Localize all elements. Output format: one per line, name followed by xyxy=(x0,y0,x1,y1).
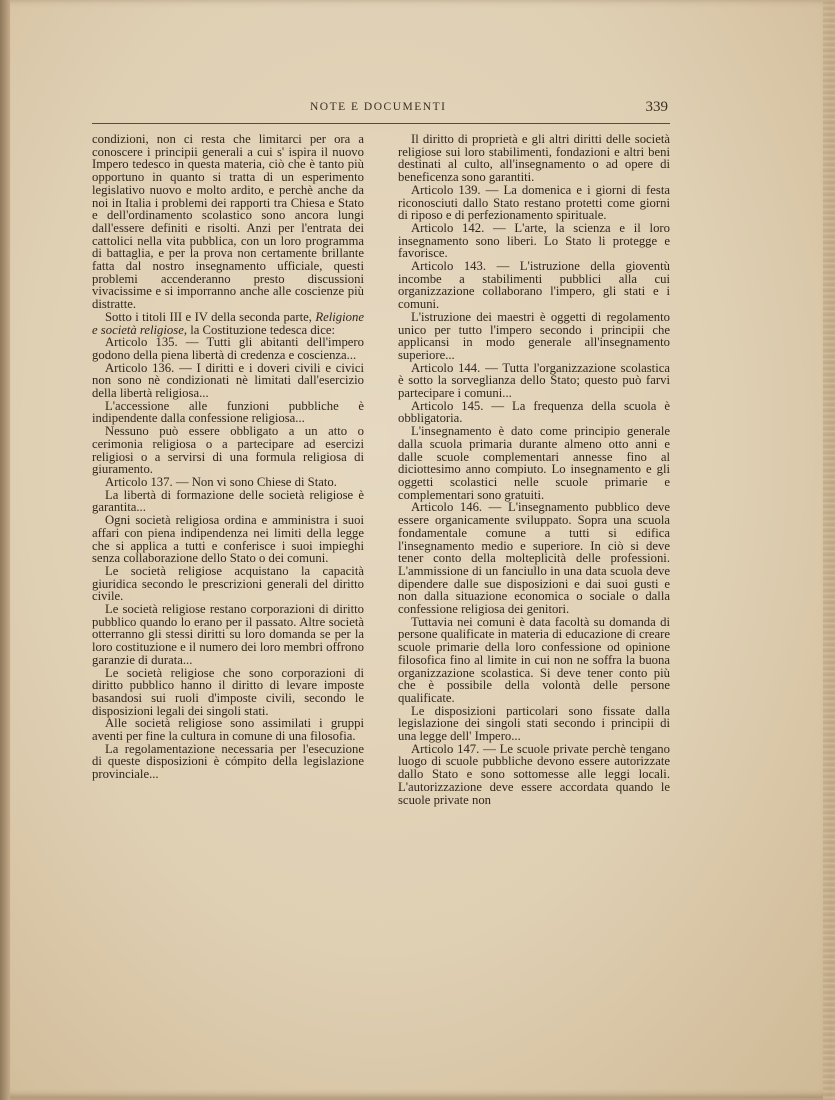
paragraph: L'insegnamento è dato come principio generale dalla scuola primaria durante almeno otto anni e dalle scuole complementari annesse fino al diciottesimo anno compiuto. Lo insegnamento e gli oggetti scolastici nelle scuole primarie e complementari sono gratuiti. xyxy=(398,424,670,502)
paragraph: Alle società religiose sono assimilati i gruppi aventi per fine la cultura in comune di una filosofia. xyxy=(92,716,364,744)
paragraph: Articolo 139. — La domenica e i giorni di festa riconosciuti dallo Stato restano protetti come giorni di riposo e di perfezionamento spirituale. xyxy=(398,182,670,223)
paragraph: L'accessione alle funzioni pubbliche è indipendente dalla confessione religiosa... xyxy=(92,398,364,426)
right-column xyxy=(398,133,670,806)
section-title: Religione e società religiose xyxy=(92,309,364,337)
paragraph: L'istruzione dei maestri è oggetti di regolamento unico per tutto l'impero secondo i principii che applicansi in modo generale all'insegnamento superiore... xyxy=(398,309,670,362)
paragraph: Articolo 137. — Non vi sono Chiese di Stato. xyxy=(105,474,337,489)
paragraph: Le società religiose restano corporazioni di diritto pubblico quando lo erano per il passato. Altre società otterranno gli stessi diritti su loro domanda se per la loro costituzione e il numero dei loro membri offrono garanzie di durata... xyxy=(92,602,364,667)
paragraph: Articolo 144. — Tutta l'organizzazione scolastica è sotto la sorveglianza dello Stato; questo può farvi partecipare i comuni... xyxy=(398,360,670,401)
paragraph: Il diritto di proprietà e gli altri diritti delle società religiose sui loro stabilimenti, fondazioni e altri beni destinati al culto, all'insegnamento o ad opere di beneficenza sono garantiti. xyxy=(398,132,670,185)
paragraph xyxy=(92,311,364,336)
paragraph: Articolo 147. — Le scuole private perchè tengano luogo di scuole pubbliche devono essere autorizzate dallo Stato e sono sottomesse alle leggi locali. L'autorizzazione deve essere accordata quando le scuole private non xyxy=(398,741,670,807)
paragraph: Le società religiose che sono corporazioni di diritto pubblico hanno il diritto di levare imposte basandosi sui ruoli d'imposte civili, secondo le disposizioni legali dei singoli stati. xyxy=(92,665,364,718)
paragraph-text: , la Costituzione tedesca dice: xyxy=(183,322,335,337)
page-header xyxy=(92,99,668,119)
page-binding-shadow xyxy=(0,0,10,1100)
left-column xyxy=(92,133,364,781)
page-number: 339 xyxy=(645,99,668,115)
paragraph: condizioni, non ci resta che limitarci per ora a conoscere i principii generali a cui s' ispira il nuovo Impero tedesco in questa materia, ciò che è tanto più opportuno in quanto si tratta di un esperimento legislativo nuovo e molto ardito, e perchè anche da noi in Italia i problemi dei rapporti tra Chiesa e Stato e dell'ordinamento scolastico sono ancora lungi dall'essere definiti e risolti. Anzi per l'entrata dei cattolici nella vita pubblica, con un loro programma di battaglia, e per la prova non certamente brillante fatta dal nostro insegnamento ufficiale, questi problemi accenderanno presto discussioni vivacissime e si imporranno anche alle coscienze più distratte. xyxy=(92,132,364,312)
paragraph-text: Sotto i titoli III e IV della seconda parte, xyxy=(105,309,312,324)
paragraph: Tuttavia nei comuni è data facoltà su domanda di persone qualificate in materia di educazione di creare scuole primarie della loro confessione od opinione filosofica fino al limite in cui non ne soffra la buona organizzazione scolastica. Si deve tener conto più che è possibile della volontà delle persone qualificate. xyxy=(398,614,670,705)
paragraph: Articolo 145. — La frequenza della scuola è obbligatoria. xyxy=(398,398,670,426)
running-head: NOTE E DOCUMENTI xyxy=(310,101,447,113)
paragraph: Ogni società religiosa ordina e amministra i suoi affari con piena indipendenza nei limiti della legge che si applica a tutti e conferisce i suoi impieghi senza collaborazione dello Stato o dei comuni. xyxy=(92,513,364,566)
paragraph: Nessuno può essere obbligato a un atto o cerimonia religiosa o a partecipare ad esercizi religiosi o a servirsi di una formula religiosa di giuramento. xyxy=(92,424,364,477)
paragraph: Articolo 136. — I diritti e i doveri civili e civici non sono nè condizionati nè limitati dall'esercizio della libertà religiosa... xyxy=(92,360,364,401)
paragraph: Le disposizioni particolari sono fissate dalla legislazione dei singoli stati secondo i principii di una legge dell' Impero... xyxy=(398,703,670,744)
paragraph: Le società religiose acquistano la capacità giuridica secondo le prescrizioni generali del diritto civile. xyxy=(92,563,364,604)
paragraph: Articolo 146. — L'insegnamento pubblico deve essere organicamente sviluppato. Sopra una scuola fondamentale comune a tutti si edifica l'insegnamento medio e superiore. In ciò si deve tener conto della molteplicità delle professioni. L'ammissione di un fanciullo in una data scuola deve dipendere dalle sue disposizioni e dai suoi gusti e non dalla situazione economica o sociale o dalla confessione religiosa dei genitori. xyxy=(398,500,670,617)
paragraph: La regolamentazione necessaria per l'esecuzione di queste disposizioni è cómpito della legislazione provinciale... xyxy=(92,741,364,782)
header-rule xyxy=(92,123,670,124)
paragraph: Articolo 135. — Tutti gli abitanti dell'impero godono della piena libertà di credenza e coscienza... xyxy=(92,335,364,362)
paragraph: La libertà di formazione delle società religiose è garantita... xyxy=(92,487,364,515)
page-torn-edge xyxy=(823,0,835,1100)
paragraph: Articolo 142. — L'arte, la scienza e il loro insegnamento sono liberi. Lo Stato li protegge e favorisce. xyxy=(398,220,670,261)
paragraph: Articolo 143. — L'istruzione della gioventù incombe a stabilimenti pubblici alla cui organizzazione collaborano l'impero, gli stati e i comuni. xyxy=(398,259,670,312)
